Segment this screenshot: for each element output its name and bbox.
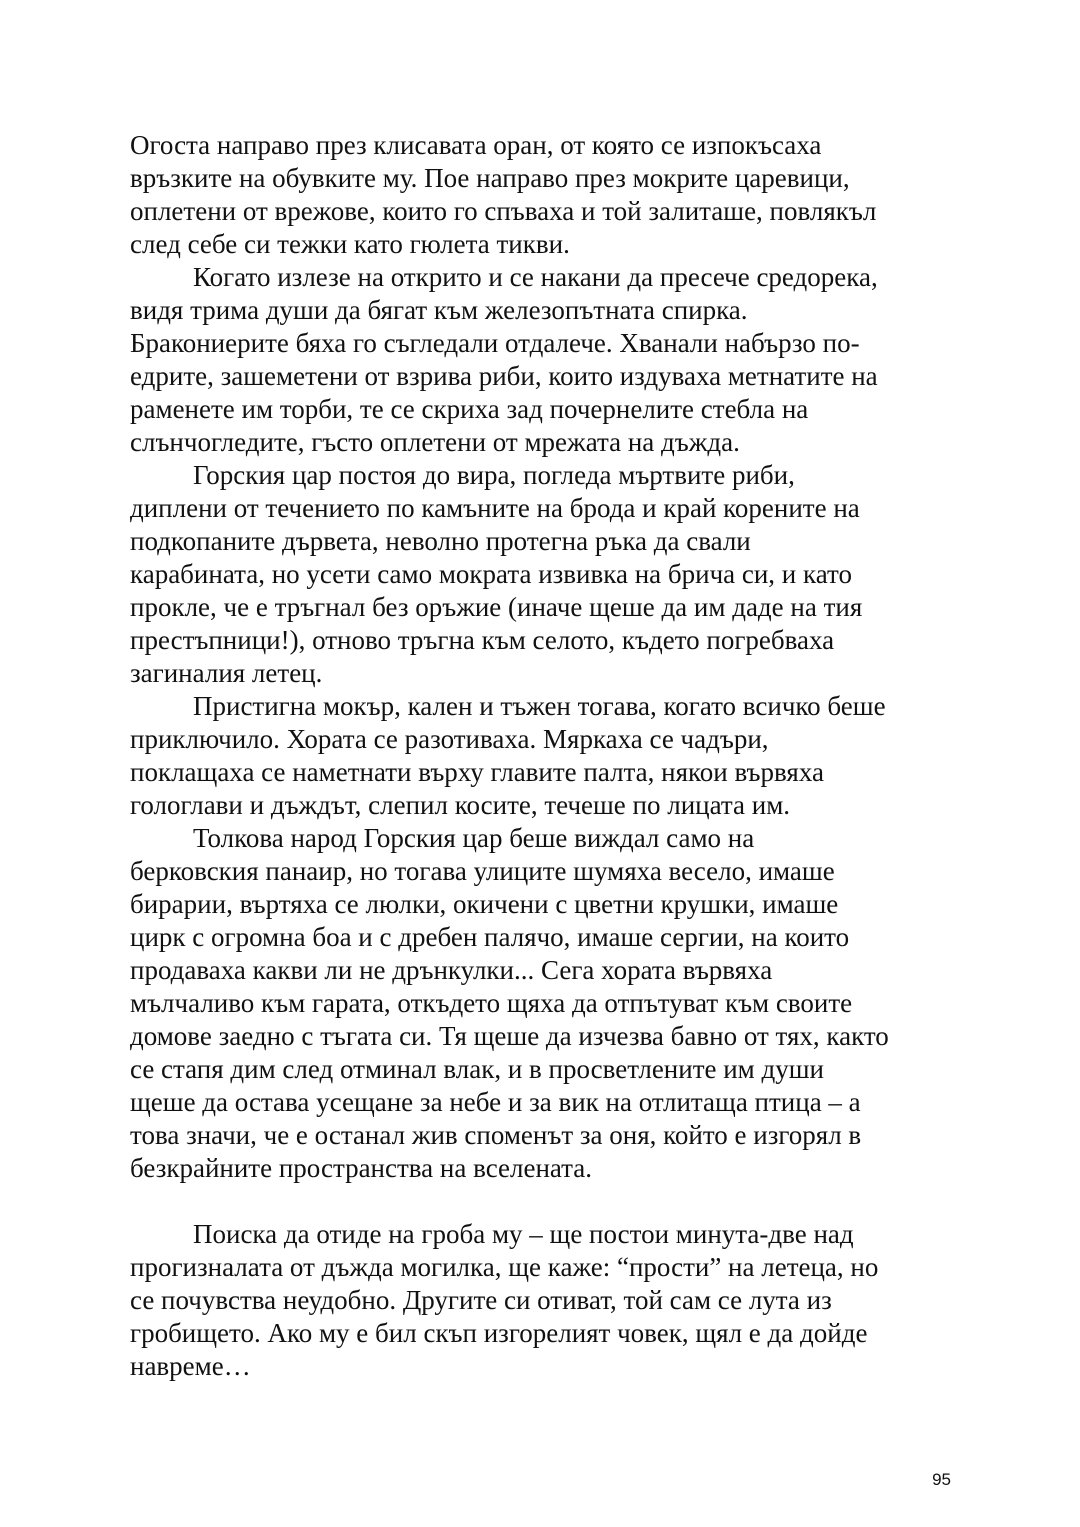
text-line: след себе си тежки като гюлета тикви.	[130, 229, 570, 259]
text-line: Бракониерите бяха го съгледали отдалече. Хванали набързо по-	[130, 328, 860, 358]
text-line: загиналия летец.	[130, 658, 323, 688]
text-line: берковския панаир, но тогава улиците шумяха весело, имаше	[130, 856, 835, 886]
text-line: щеше да остава усещане за небе и за вик на отлитаща птица – а	[130, 1087, 861, 1117]
text-line: Пристигна мокър, кален и тъжен тогава, когато всичко беше	[193, 691, 886, 721]
text-line: продаваха какви ли не дрънкулки... Сега хората вървяха	[130, 955, 773, 985]
text-line: мълчаливо към гарата, откъдето щяха да отпътуват към своите	[130, 988, 853, 1018]
text-line: диплени от течението по камъните на брода и край корените на	[130, 493, 860, 523]
text-line: Когато излезе на открито и се накани да пресече средорека,	[193, 262, 878, 292]
text-line: слънчогледите, гъсто оплетени от мрежата на дъжда.	[130, 427, 740, 457]
text-line: се стапя дим след отминал влак, и в просветлените им души	[130, 1054, 824, 1084]
text-line: цирк с огромна боа и с дребен палячо, имаше сергии, на които	[130, 922, 850, 952]
text-line: подкопаните дървета, неволно протегна ръка да свали	[130, 526, 751, 556]
paragraph-gap	[130, 1185, 960, 1218]
text-line: връзките на обувките му. Пое направо през мокрите царевици,	[130, 163, 850, 193]
text-line: навреме…	[130, 1351, 251, 1381]
text-line: Огоста направо през клисавата оран, от която се изпокъсаха	[130, 130, 822, 160]
text-line: безкрайните пространства на вселената.	[130, 1153, 593, 1183]
text-line: видя трима души да бягат към железопътната спирка.	[130, 295, 748, 325]
text-line: едрите, зашеметени от взрива риби, които издуваха метнатите на	[130, 361, 878, 391]
text-line: домове заедно с тъгата си. Тя щеше да изчезва бавно от тях, както	[130, 1021, 889, 1051]
text-line: гробището. Ако му е бил скъп изгорелият човек, щял е да дойде	[130, 1318, 868, 1348]
text-line: прокле, че е тръгнал без оръжие (иначе щеше да им даде на тия	[130, 592, 863, 622]
text-line: Толкова народ Горския цар беше виждал само на	[193, 823, 755, 853]
text-line: се почувства неудобно. Другите си отиват, той сам се лута из	[130, 1285, 832, 1315]
text-line: престъпници!), отново тръгна към селото, където погребваха	[130, 625, 835, 655]
text-line: бирарии, въртяха се люлки, окичени с цветни крушки, имаше	[130, 889, 839, 919]
text-line: прогизналата от дъжда могилка, ще каже: “прости” на летеца, но	[130, 1252, 879, 1282]
text-line: карабината, но усети само мократа извивка на брича си, и като	[130, 559, 852, 589]
page-number: 95	[932, 1470, 951, 1489]
text-line: гологлави и дъждът, слепил косите, течеше по лицата им.	[130, 790, 791, 820]
body-text	[130, 129, 960, 1383]
text-line: поклащаха се наметнати върху главите палта, някои вървяха	[130, 757, 824, 787]
text-line: раменете им торби, те се скриха зад почернелите стебла на	[130, 394, 809, 424]
text-line: приключило. Хората се разотиваха. Мяркаха се чадъри,	[130, 724, 769, 754]
text-line: оплетени от врежове, които го спъваха и той залиташе, повлякъл	[130, 196, 877, 226]
text-line: Горския цар постоя до вира, погледа мъртвите риби,	[193, 460, 795, 490]
text-line: Поиска да отиде на гроба му – ще постои минута-две над	[193, 1219, 854, 1249]
text-line: това значи, че е останал жив споменът за оня, който е изгорял в	[130, 1120, 862, 1150]
